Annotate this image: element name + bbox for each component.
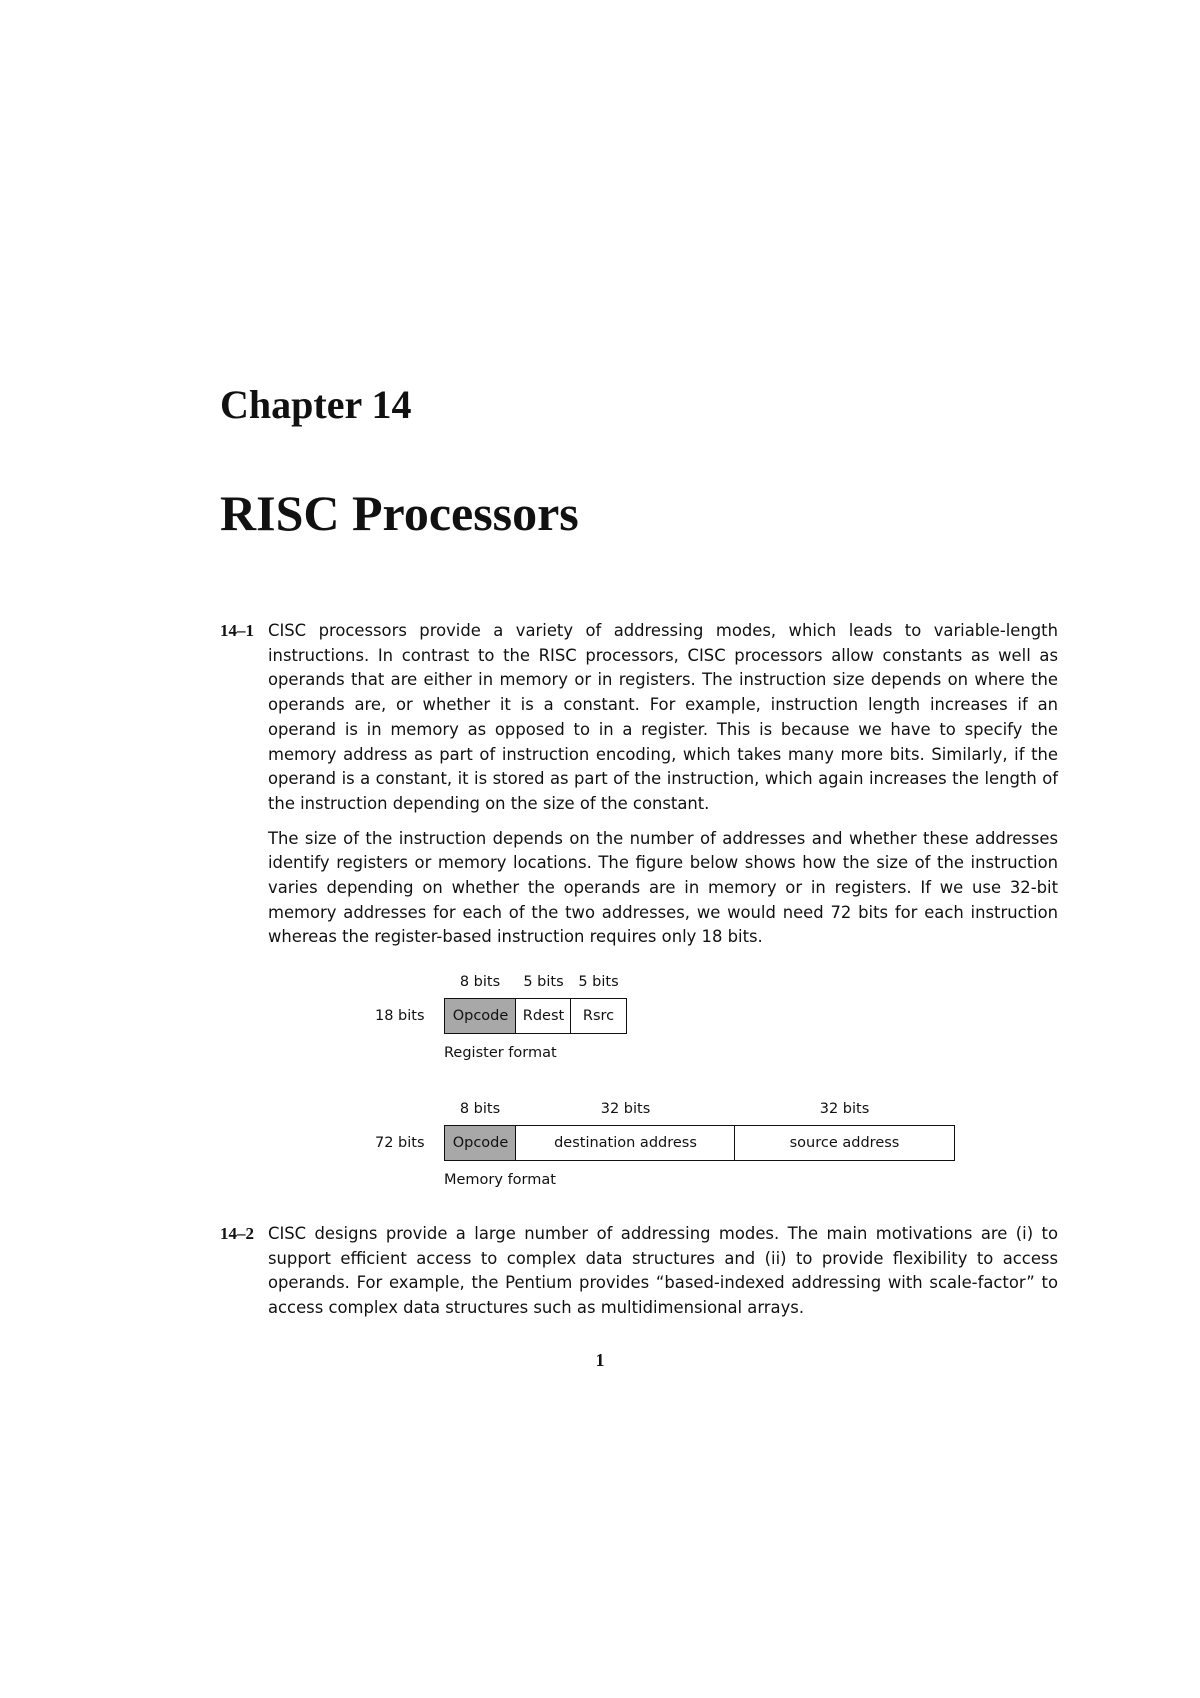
memory-src-bits: 32 bits: [819, 1101, 870, 1117]
register-opcode-bits: 8 bits: [459, 974, 501, 990]
memory-total-bits: 72 bits: [375, 1135, 425, 1151]
chapter-title: RISC Processors: [220, 485, 579, 541]
exercise-paragraph: CISC designs provide a large number of addressing modes. The main motivations are (i) to support efficient access to complex data structures and (ii) to provide flexibility to access operands. For example, the Pentium provides “based-indexed addressing with scale-factor” to access complex data structures such as multidimensional arrays.: [268, 1224, 1058, 1318]
register-opcode-field: Opcode: [444, 998, 517, 1034]
register-rsrc-field: Rsrc: [570, 998, 627, 1034]
register-rsrc-bits: 5 bits: [578, 974, 619, 990]
chapter-label: Chapter 14: [220, 382, 412, 427]
memory-opcode-bits: 8 bits: [459, 1101, 501, 1117]
exercise-paragraph: The size of the instruction depends on the number of addresses and whether these addresses identify registers or memory locations. The figure below shows how the size of the instruction varies depending on whether the operands are in memory or in registers. If we use 32-bit memory addresses for each of the two addresses, we would need 72 bits for each instruction whereas the register-based instruction requires only 18 bits.: [268, 828, 1058, 947]
exercise-number: 14–2: [220, 1224, 254, 1243]
exercise-paragraph: CISC processors provide a variety of addressing modes, which leads to variable-length instructions. In contrast to the RISC processors, CISC processors allow constants as well as operands that are either in memory or in registers. The instruction size depends on where the operands are, or whether it is a constant. For example, instruction length increases if an operand is in memory as opposed to in a register. This is because we have to specify the memory address as part of instruction encoding, which takes many more bits. Similarly, if the operand is a constant, it is stored as part of the instruction, which again increases the length of the instruction depending on the size of the constant.: [268, 621, 1058, 813]
exercise-number: 14–1: [220, 621, 254, 640]
memory-opcode-field: Opcode: [444, 1125, 517, 1161]
memory-dest-bits: 32 bits: [600, 1101, 651, 1117]
memory-dest-field: destination address: [515, 1125, 736, 1161]
register-total-bits: 18 bits: [375, 1008, 425, 1024]
memory-format-caption: Memory format: [444, 1172, 556, 1188]
exercise-14-2: [220, 1222, 1058, 1321]
exercise-14-1: [220, 619, 1058, 950]
register-format-caption: Register format: [444, 1045, 557, 1061]
memory-src-field: source address: [734, 1125, 955, 1161]
page-number: 1: [595, 1350, 605, 1370]
register-rdest-field: Rdest: [515, 998, 572, 1034]
register-rdest-bits: 5 bits: [523, 974, 564, 990]
